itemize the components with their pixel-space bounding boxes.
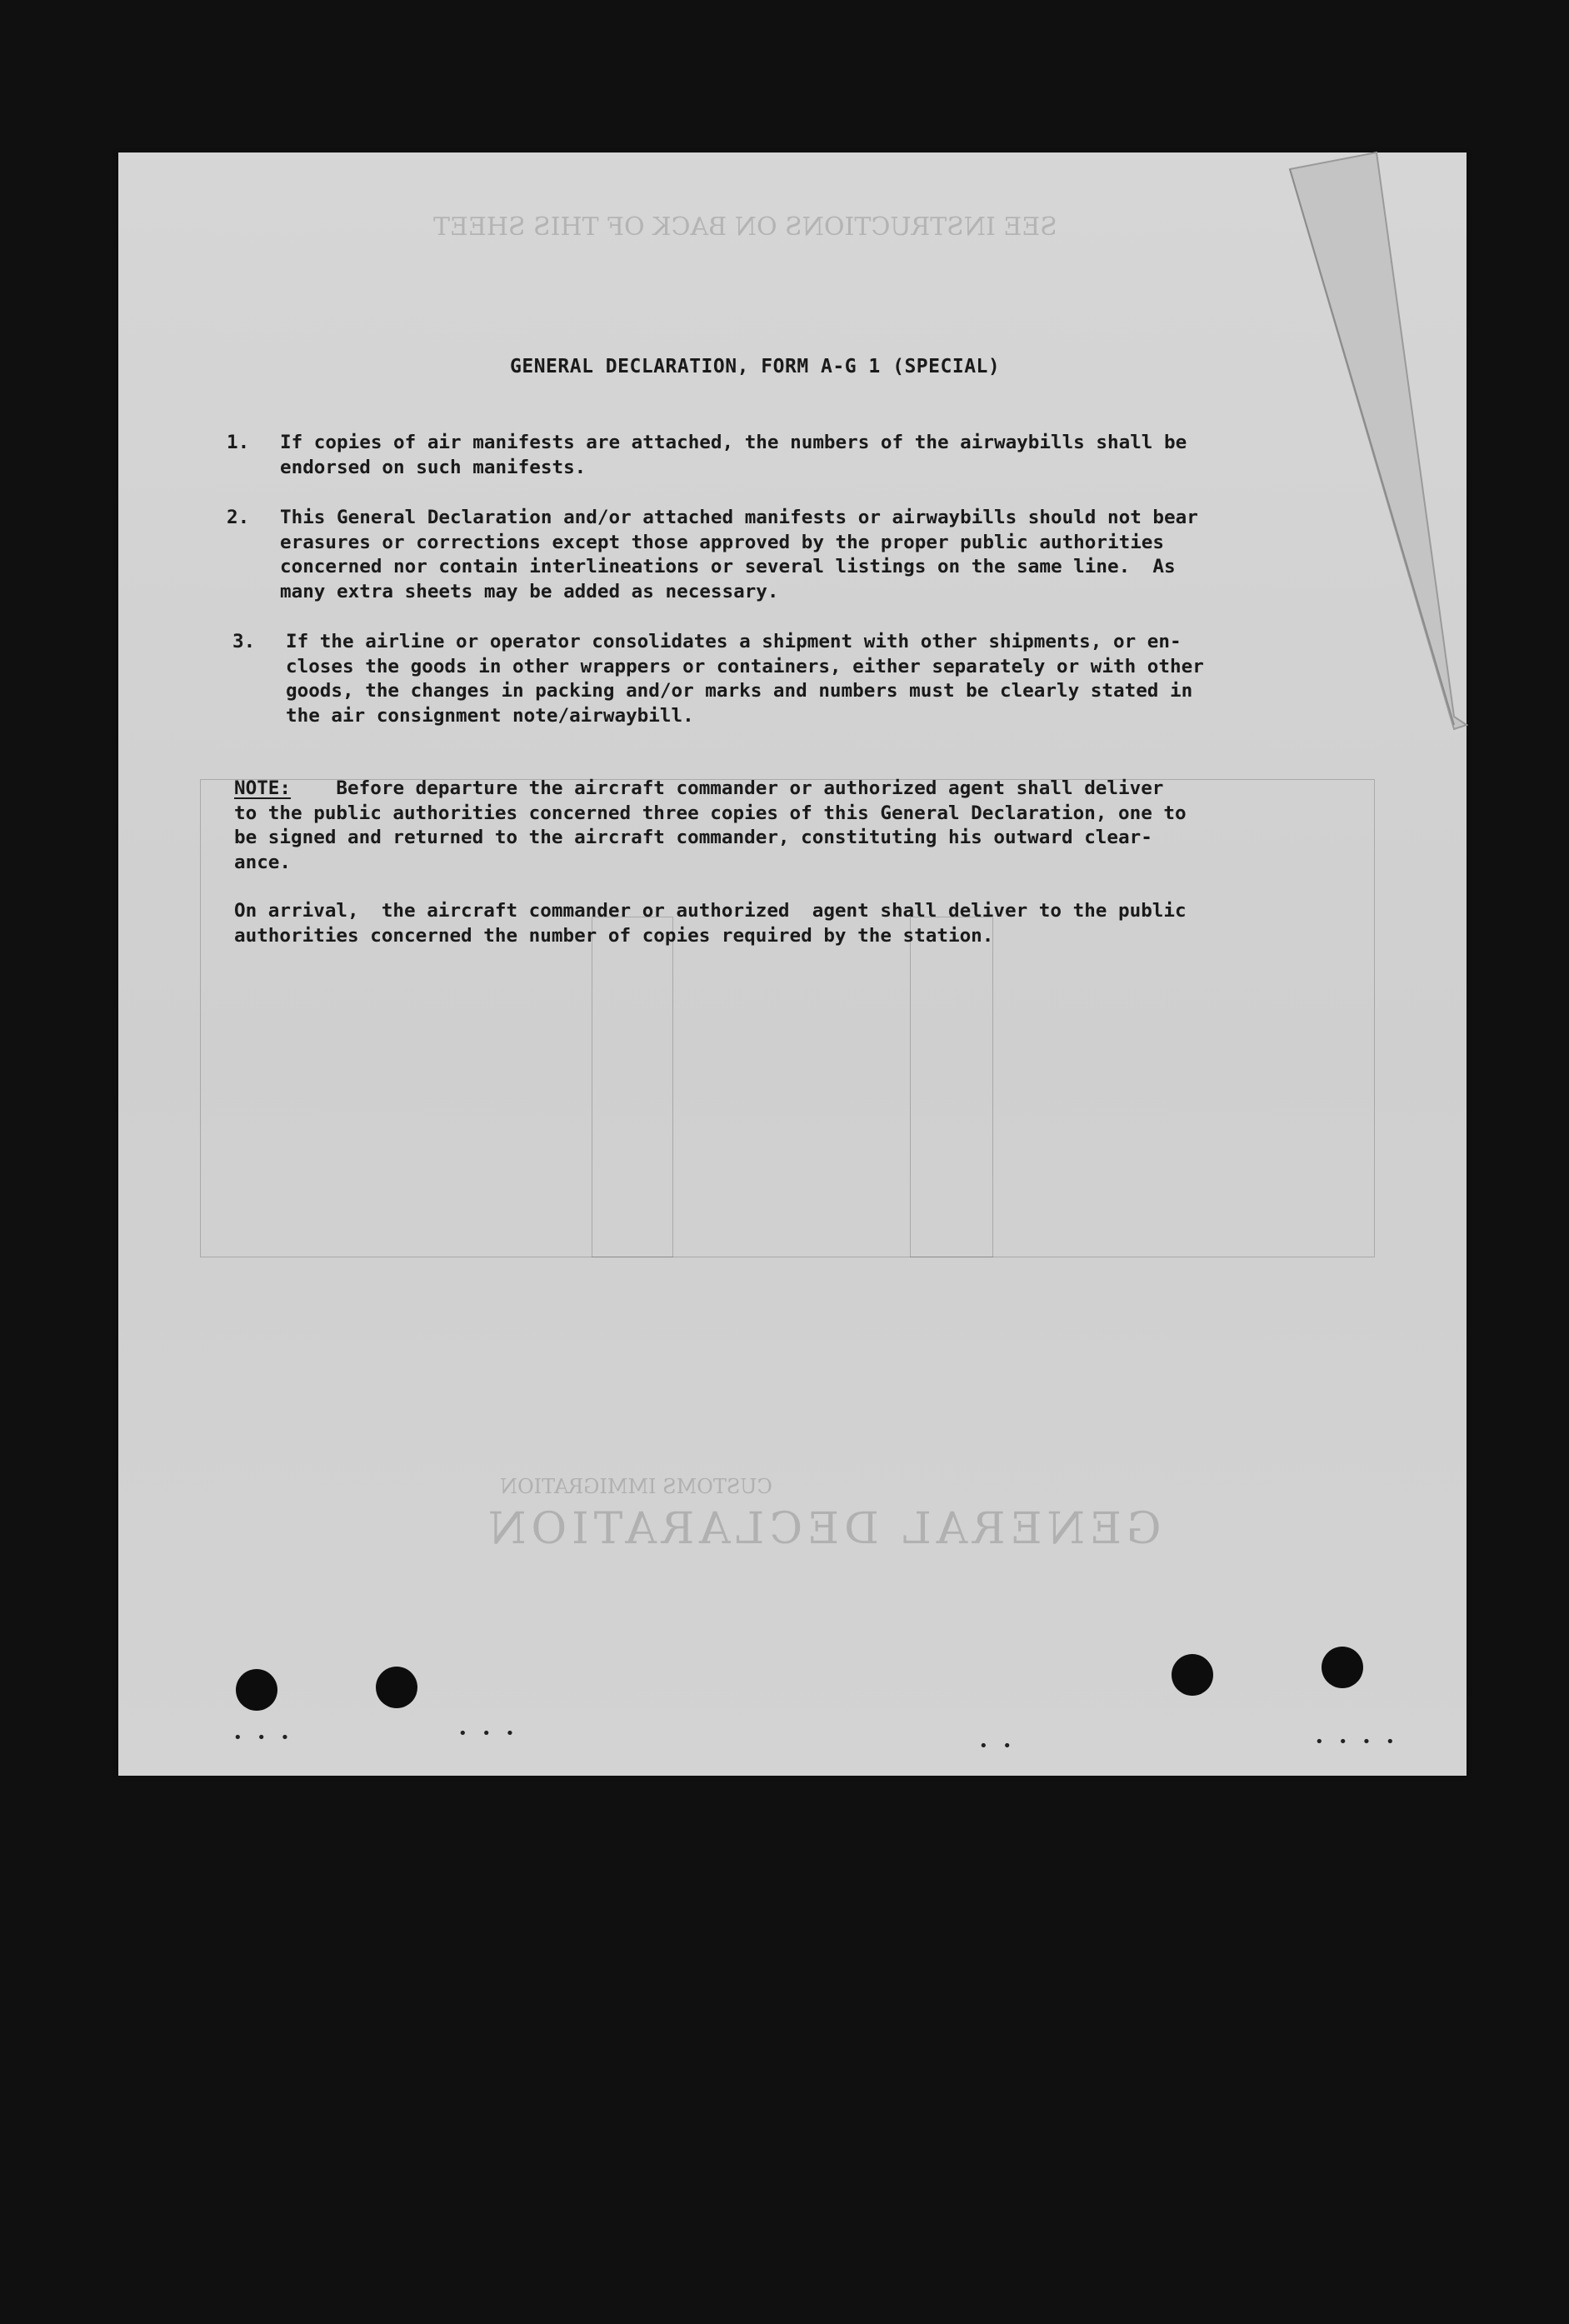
instruction-number: 2. bbox=[227, 507, 250, 528]
punch-hole bbox=[376, 1667, 417, 1708]
bleed-through-heading: GENERAL DECLARATION bbox=[483, 1504, 1162, 1554]
bleed-through-subheading: CUSTOMS IMMIGRATION bbox=[500, 1475, 772, 1498]
punch-hole bbox=[1322, 1647, 1363, 1688]
instruction-number: 1. bbox=[227, 432, 250, 453]
note-block bbox=[234, 777, 1187, 875]
instruction-text: This General Declaration and/or attached manifests or airwaybills should not bear erasures or corrections except those approved by the proper public authorities concerned nor contain interlineations or several listings on the same line. As many extra sheets may be added as necessary. bbox=[280, 507, 1198, 602]
instruction-text: If copies of air manifests are attached, the numbers of the airwaybills shall be endorsed on such manifests. bbox=[280, 432, 1187, 478]
perforation-marks: • • bbox=[979, 1737, 1017, 1755]
perforation-marks: • • • • bbox=[1315, 1733, 1400, 1751]
punch-hole bbox=[1172, 1654, 1213, 1696]
note-label: NOTE: bbox=[234, 777, 292, 799]
instruction-item bbox=[227, 506, 1198, 604]
instruction-item bbox=[232, 630, 1204, 728]
perforation-marks: • • • bbox=[233, 1729, 295, 1747]
punch-hole bbox=[236, 1669, 277, 1711]
instruction-text: If the airline or operator consolidates a shipment with other shipments, or en- closes the goods in other wrappers or containers, either separately or with other goods, the changes in packing and/or marks and numbers must be clearly stated in the air consignment note/airwaybill. bbox=[286, 631, 1204, 727]
instruction-number: 3. bbox=[232, 631, 256, 652]
perforation-marks: • • • bbox=[458, 1725, 520, 1742]
document-content bbox=[118, 152, 1467, 1776]
note-text: Before departure the aircraft commander or authorized agent shall deliver to the public authorities concerned three copies of this General Declaration, one to be signed and returned to the aircraft commander, constituting his outward clear- ance. bbox=[234, 777, 1187, 873]
page-title: GENERAL DECLARATION, FORM A-G 1 (SPECIAL) bbox=[510, 356, 1001, 377]
bleed-through-header: SEE INSTRUCTIONS ON BACK OF THIS SHEET bbox=[433, 212, 1057, 242]
note-arrival-text: On arrival, the aircraft commander or authorized agent shall deliver to the public authorities concerned the number of copies required by the station. bbox=[234, 900, 1187, 947]
